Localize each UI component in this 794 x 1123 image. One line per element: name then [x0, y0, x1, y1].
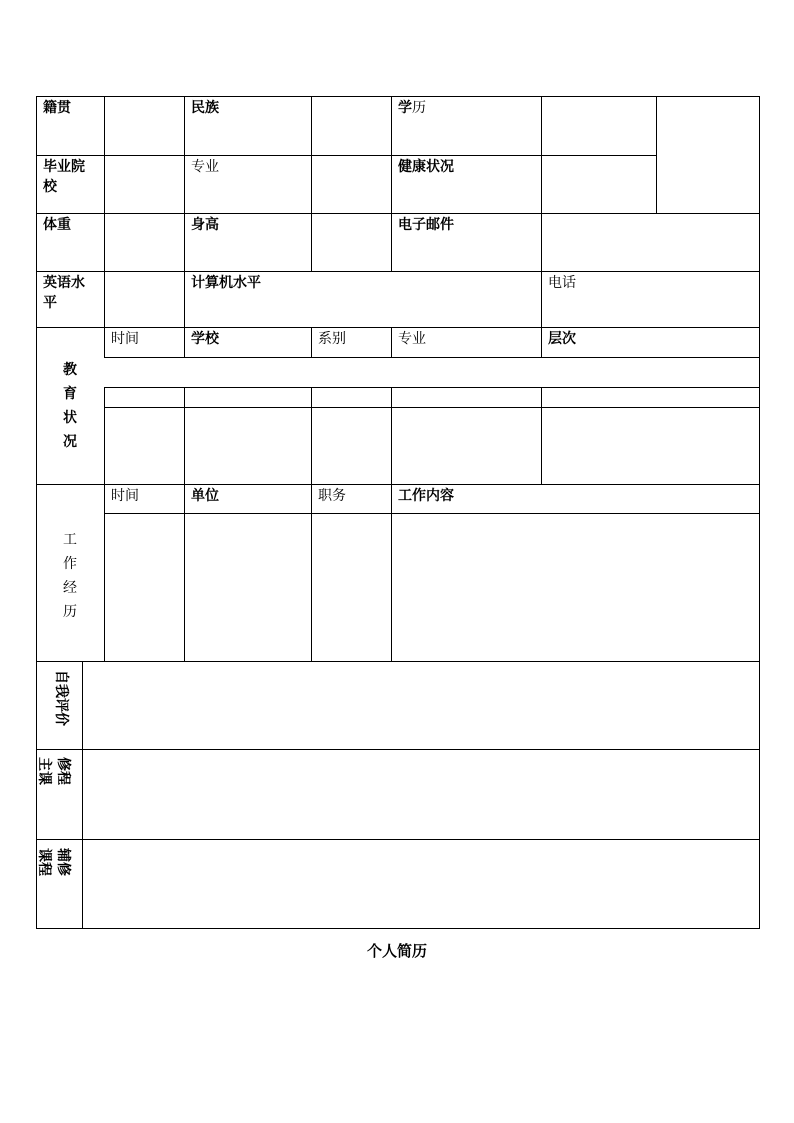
work-header-time: 时间 — [111, 488, 139, 504]
label-dianhua: 电话 — [548, 275, 576, 291]
rule — [104, 357, 760, 358]
edu-header-major: 专业 — [398, 331, 426, 347]
rule — [36, 661, 760, 662]
rule — [36, 839, 760, 840]
label-tizhong: 体重 — [43, 217, 71, 233]
rule — [656, 96, 657, 213]
label-minzu: 民族 — [191, 100, 219, 116]
work-header-content: 工作内容 — [398, 488, 454, 504]
rule — [104, 387, 105, 661]
label-email: 电子邮件 — [398, 217, 454, 233]
edu-header-level: 层次 — [548, 331, 576, 347]
label-zhuanye: 专业 — [191, 159, 219, 175]
label-jiankang: 健康状况 — [398, 159, 454, 175]
label-biye: 毕业院校 — [43, 159, 85, 195]
minor-courses-label-col1: 课程 — [36, 848, 52, 876]
rule — [36, 928, 760, 929]
minor-courses-label-col2: 辅修 — [55, 848, 71, 876]
rule — [391, 387, 392, 661]
rule — [82, 661, 83, 929]
rule — [36, 155, 656, 156]
rule — [541, 387, 542, 484]
main-courses-label-col2: 修程 — [55, 757, 71, 785]
work-section-label: 工作经历 — [63, 532, 77, 620]
edu-header-time: 时间 — [111, 331, 139, 347]
page-caption: 个人简历 — [366, 942, 427, 960]
edu-header-department: 系别 — [318, 331, 346, 347]
label-shengao: 身高 — [191, 217, 219, 233]
rule — [104, 513, 760, 514]
work-header-position: 职务 — [318, 488, 346, 504]
rule — [36, 749, 760, 750]
self-eval-label: 自我评价 — [53, 670, 69, 726]
rule — [104, 96, 105, 357]
rule — [104, 407, 760, 408]
label-xueli: 学历 — [398, 100, 426, 116]
rule — [311, 96, 312, 271]
rule — [311, 387, 312, 661]
main-courses-label-col1: 主课 — [36, 757, 52, 785]
rule — [184, 387, 185, 661]
education-section-label: 教育状况 — [63, 362, 77, 450]
rule — [759, 96, 760, 929]
work-header-employer: 单位 — [191, 488, 219, 504]
edu-header-school: 学校 — [191, 331, 219, 347]
rule — [104, 387, 760, 388]
label-jisuanji: 计算机水平 — [191, 275, 261, 291]
label-yingyu: 英语水平 — [43, 275, 85, 311]
label-jiguan: 籍贯 — [43, 100, 71, 116]
